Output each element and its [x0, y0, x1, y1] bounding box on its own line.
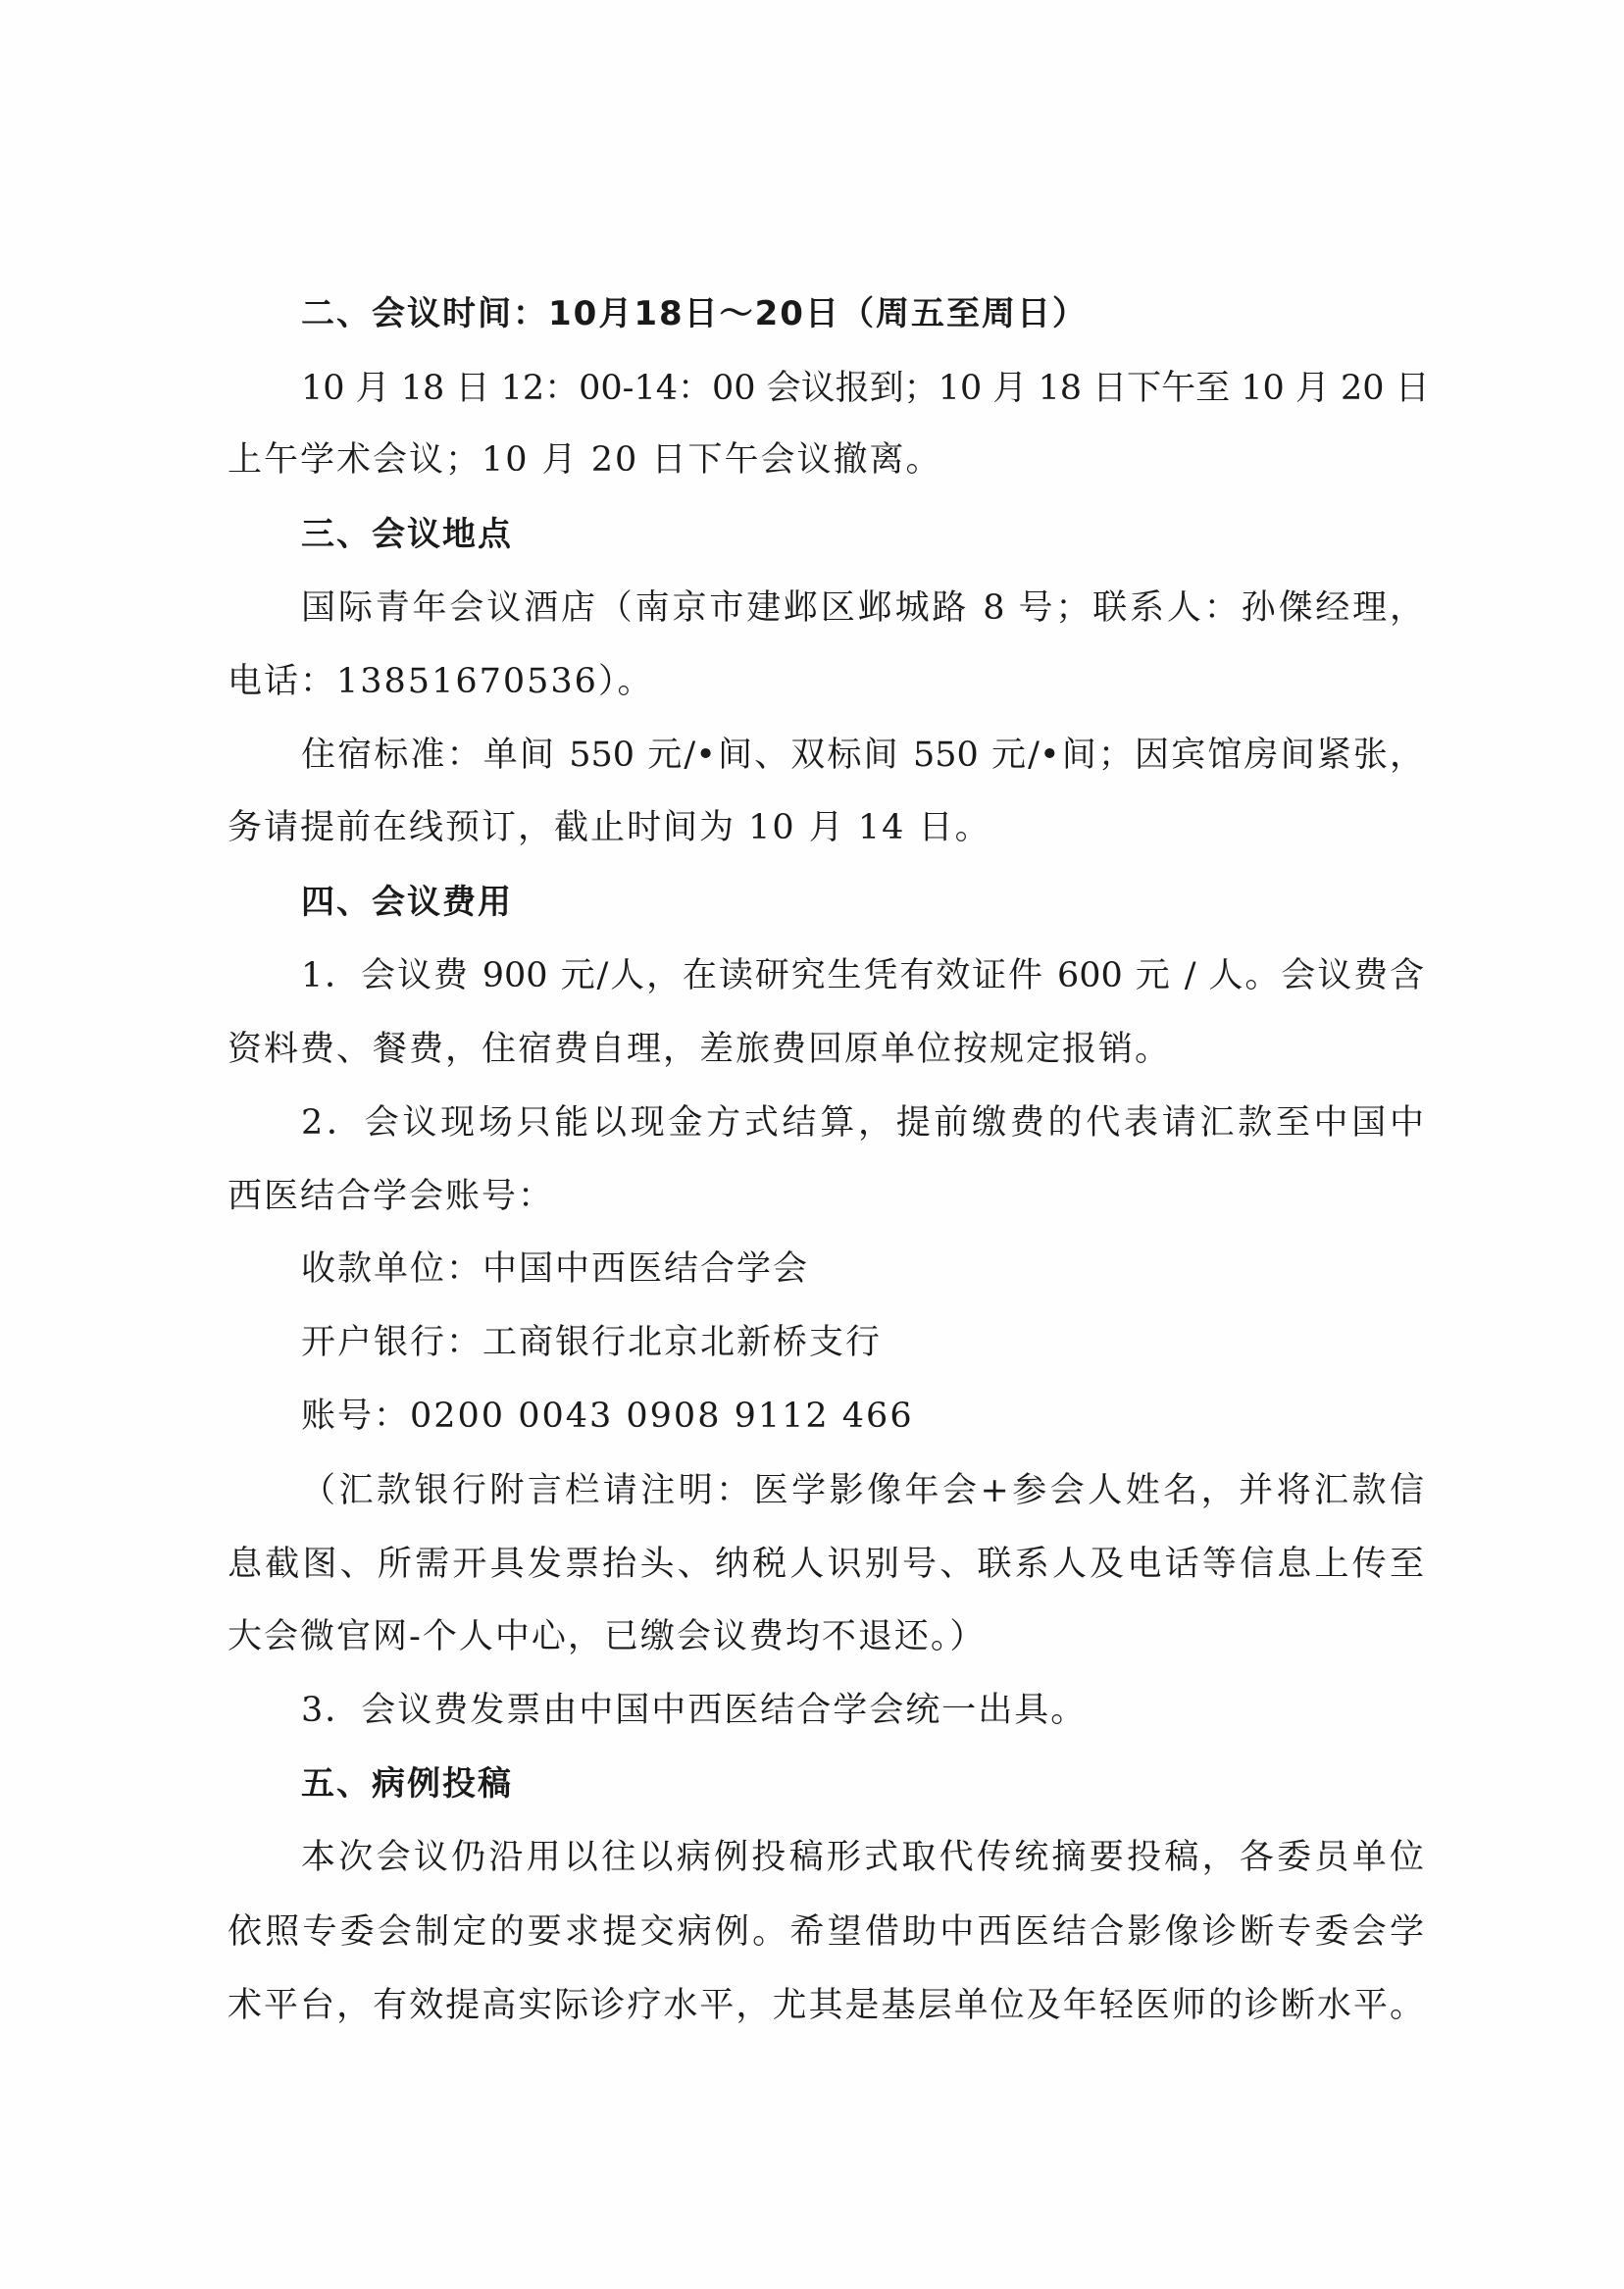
bank-line: 开户银行：工商银行北京北新桥支行 — [301, 1323, 883, 1362]
paragraph-line: 大会微官网-个人中心，已缴会议费均不退还。） — [228, 1617, 987, 1656]
account-number-line: 账号：0200 0043 0908 9112 466 — [301, 1397, 914, 1436]
paragraph-line: 术平台，有效提高实际诊疗水平，尤其是基层单位及年轻医师的诊断水平。 — [228, 1986, 1424, 2025]
paragraph-line: 息截图、所需开具发票抬头、纳税人识别号、联系人及电话等信息上传至 — [228, 1545, 1424, 1584]
paragraph-line: 10 月 18 日 12：00-14：00 会议报到；10 月 18 日下午至 10 月 20 日 — [301, 369, 1430, 408]
paragraph-line: 上午学术会议；10 月 20 日下午会议撤离。 — [228, 440, 942, 480]
paragraph-line: 电话：13851670536）。 — [228, 662, 654, 701]
paragraph-line: 国际青年会议酒店（南京市建邺区邺城路 8 号；联系人：孙傑经理， — [301, 588, 1424, 628]
paragraph-line: 本次会议仍沿用以往以病例投稿形式取代传统摘要投稿，各委员单位 — [301, 1838, 1424, 1877]
paragraph-line: 西医结合学会账号： — [228, 1177, 555, 1216]
paragraph-line: （汇款银行附言栏请注明：医学影像年会+参会人姓名，并将汇款信 — [301, 1471, 1424, 1510]
paragraph-line: 2．会议现场只能以现金方式结算，提前缴费的代表请汇款至中国中 — [301, 1103, 1424, 1143]
heading-meeting-time: 二、会议时间：10月18日～20日（周五至周日） — [301, 294, 1088, 333]
paragraph-line: 资料费、餐费，住宿费自理，差旅费回原单位按规定报销。 — [228, 1030, 1172, 1069]
paragraph-line: 1．会议费 900 元/人，在读研究生凭有效证件 600 元 / 人。会议费含 — [301, 956, 1424, 995]
heading-meeting-fees: 四、会议费用 — [301, 883, 513, 922]
paragraph-line: 住宿标准：单间 550 元/•间、双标间 550 元/•间；因宾馆房间紧张， — [301, 736, 1424, 775]
payee-line: 收款单位：中国中西医结合学会 — [301, 1249, 810, 1289]
heading-meeting-venue: 三、会议地点 — [301, 515, 513, 554]
heading-case-submission: 五、病例投稿 — [301, 1764, 513, 1804]
paragraph-line: 务请提前在线预订，截止时间为 10 月 14 日。 — [228, 808, 991, 847]
paragraph-line: 3．会议费发票由中国中西医结合学会统一出具。 — [301, 1691, 1088, 1730]
paragraph-line: 依照专委会制定的要求提交病例。希望借助中西医结合影像诊断专委会学 — [228, 1912, 1424, 1952]
